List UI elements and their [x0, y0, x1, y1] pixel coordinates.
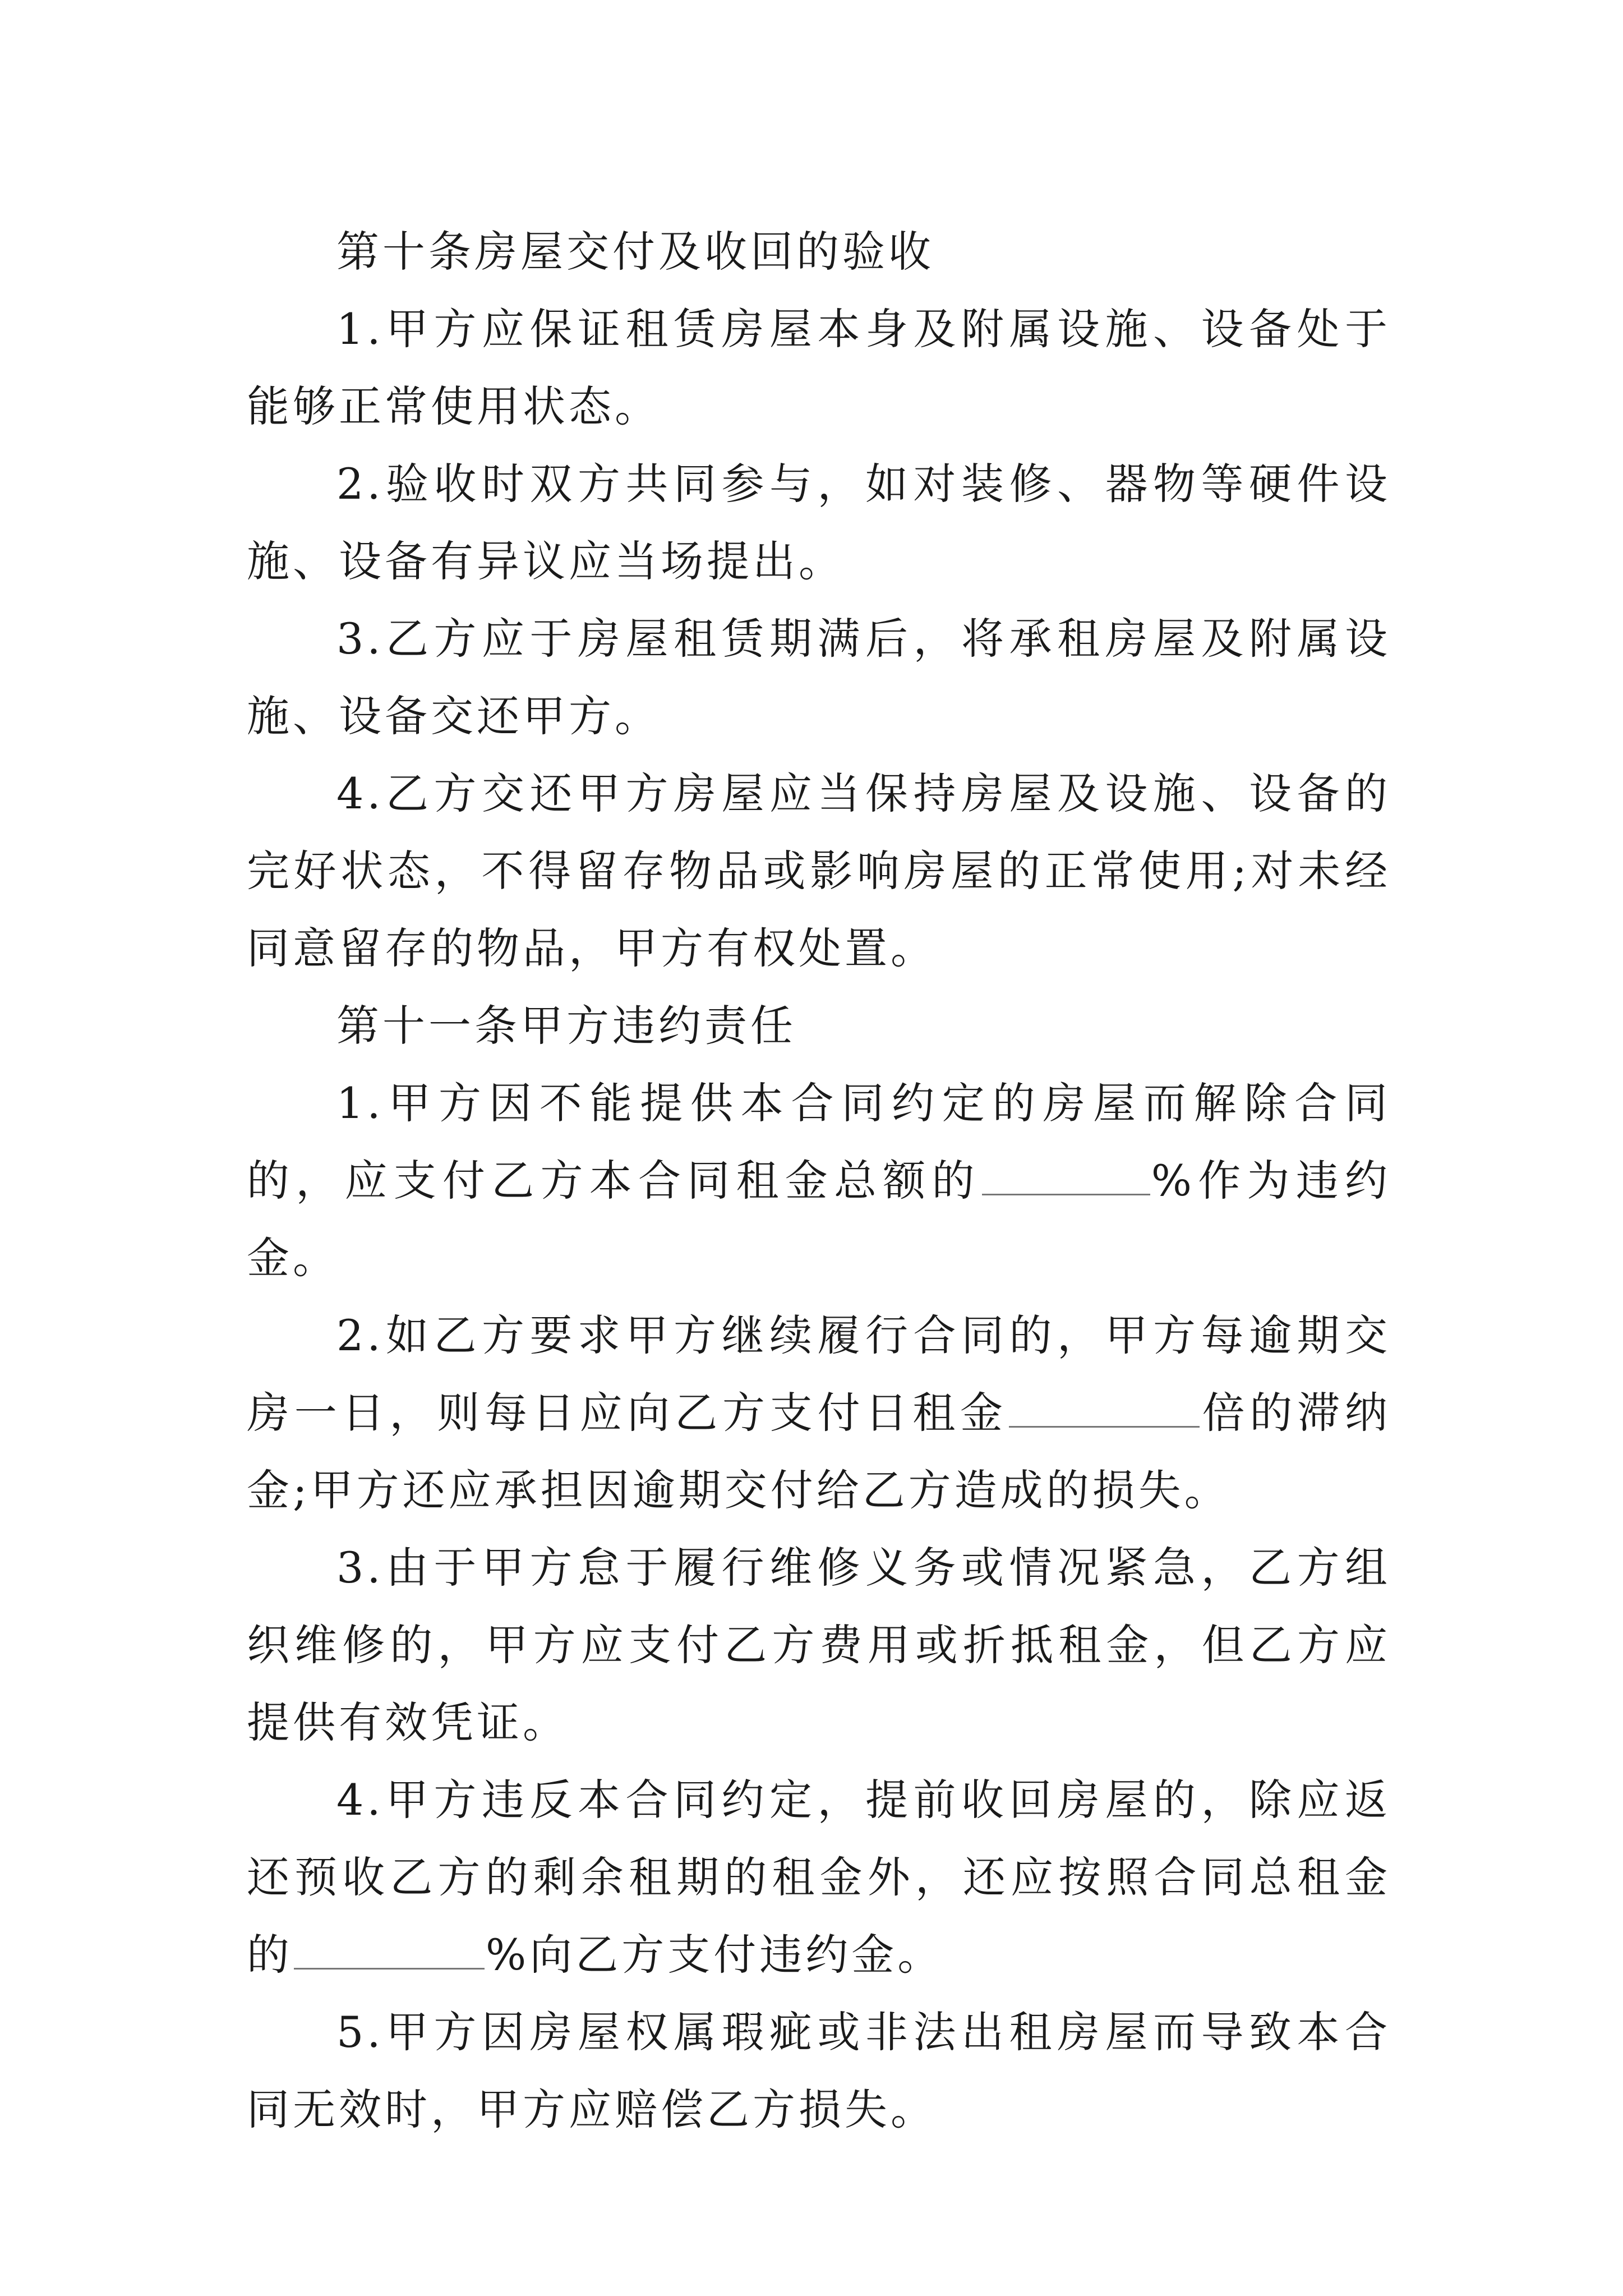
section-11-heading: 第十一条甲方违约责任: [336, 1001, 796, 1051]
clause-text: 2.如乙方要求甲方继续履行合同的，甲方每逾期交房一日，则每日应向乙方支付日租金: [247, 1310, 1391, 1438]
section-10-clause-4: 4.乙方交还甲方房屋应当保持房屋及设施、设备的完好状态，不得留存物品或影响房屋的正常使用;对未经同意留存的物品，甲方有权处置。: [247, 769, 1391, 973]
document-body: [247, 213, 1391, 2148]
clause-text: 倍的滞纳金;甲方还应承担因逾期交付给乙方造成的损失。: [247, 1388, 1391, 1515]
section-10-clause-1: 1.甲方应保证租赁房屋本身及附属设施、设备处于能够正常使用状态。: [247, 304, 1391, 431]
clause-text: 1.甲方因不能提供本合同约定的房屋而解除合同的，应支付乙方本合同租金总额的: [247, 1078, 1391, 1205]
fill-in-blank[interactable]: [1009, 1383, 1200, 1428]
section-11-clause-5: 5.甲方因房屋权属瑕疵或非法出租房屋而导致本合同无效时，甲方应赔偿乙方损失。: [247, 2007, 1391, 2134]
section-11-clause-4: [247, 1761, 1391, 1994]
section-11-clause-3: 3.由于甲方怠于履行维修义务或情况紧急，乙方组织维修的，甲方应支付乙方费用或折抵租金，但乙方应提供有效凭证。: [247, 1543, 1391, 1747]
section-10-heading: 第十条房屋交付及收回的验收: [336, 227, 934, 277]
clause-text: 4.甲方违反本合同约定，提前收回房屋的，除应返还预收乙方的剩余租期的租金外，还应按照合同总租金的: [247, 1775, 1391, 1980]
section-11-clause-2: [247, 1297, 1391, 1529]
section-10-clause-3: 3.乙方应于房屋租赁期满后，将承租房屋及附属设施、设备交还甲方。: [247, 614, 1391, 741]
clause-text: %作为违约金。: [247, 1156, 1391, 1283]
clause-text: %向乙方支付违约金。: [486, 1930, 944, 1980]
section-10-clause-2: 2.验收时双方共同参与，如对装修、器物等硬件设施、设备有异议应当场提出。: [247, 459, 1391, 586]
section-11-clause-1: [247, 1065, 1391, 1297]
fill-in-blank[interactable]: [982, 1151, 1150, 1195]
fill-in-blank[interactable]: [294, 1925, 485, 1970]
